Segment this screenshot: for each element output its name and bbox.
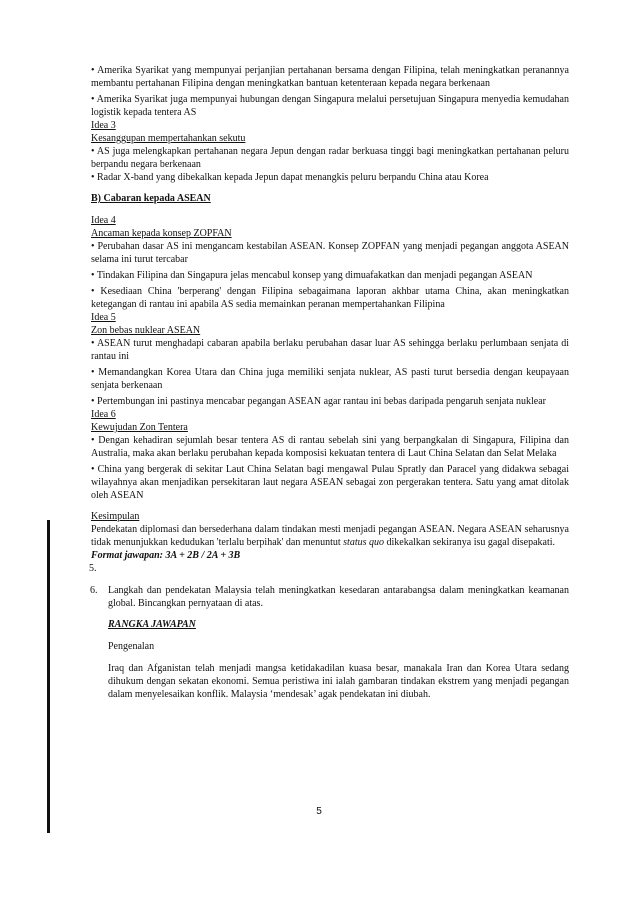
question-number-6: 6. — [90, 585, 98, 596]
bullet-paragraph: • Memandangkan Korea Utara dan China juga memiliki senjata nuklear, AS pasti turut bersedia dengan keupayaan senjata berkenaan — [91, 367, 569, 391]
bullet-paragraph: • Perubahan dasar AS ini mengancam kestabilan ASEAN. Konsep ZOPFAN yang menjadi pegangan anggota ASEAN selama ini turut tercabar — [91, 241, 569, 265]
bullet-paragraph: • Dengan kehadiran sejumlah besar tentera AS di rantau sebelah sini yang berpangkalan di Singapura, Filipina dan Australia, maka akan berlaku perubahan kepada komposisi kekuatan tentera di Laut China Selatan dan Selat Melaka — [91, 435, 569, 459]
bullet-paragraph: • Amerika Syarikat juga mempunyai hubungan dengan Singapura melalui persetujuan Singapura menyedia kemudahan logistik kepada tentera AS — [91, 94, 569, 118]
introduction-text: Iraq dan Afganistan telah menjadi mangsa ketidakadilan kuasa besar, manakala Iran dan Korea Utara sedang dihukum dengan sekatan ekonomi. Semua peristiwa ini ialah gambaran tindakan ekstrem yang menjadi pegangan dalam menyelesaikan konflik. Malaysia ‘mendesak’ agak pendekatan ini diubah. — [108, 663, 569, 700]
bullet-paragraph: • ASEAN turut menghadapi cabaran apabila berlaku perubahan dasar luar AS sehingga berlaku perlumbaan senjata di rantau ini — [91, 338, 569, 362]
question-text: Langkah dan pendekatan Malaysia telah meningkatkan kesedaran antarabangsa dalam meningkatkan keamanan global. Bincangkan pernyataan di atas. — [108, 585, 569, 609]
idea-title: Zon bebas nuklear ASEAN — [91, 325, 201, 336]
page-number: 5 — [316, 806, 322, 817]
question-number-5: 5. — [89, 563, 97, 574]
idea-label: Idea 6 — [91, 409, 116, 420]
idea-title: Kewujudan Zon Tentera — [91, 422, 188, 433]
margin-line — [47, 520, 50, 833]
conclusion-heading: Kesimpulan — [91, 511, 140, 522]
question-6 — [91, 584, 569, 610]
idea-label: Idea 4 — [91, 215, 116, 226]
introduction-heading: Pengenalan — [108, 641, 155, 652]
conclusion-text: Pendekatan diplomasi dan bersederhana dalam tindakan mesti menjadi pegangan ASEAN. Negara ASEAN seharusnya tidak menunjukkan kedudukan 'terlalu berpihak' dan menuntut status quo dikekalkan sekiranya isu gagal disepakati. — [91, 524, 569, 548]
section-heading: B) Cabaran kepada ASEAN — [91, 193, 211, 204]
idea-title: Ancaman kepada konsep ZOPFAN — [91, 228, 232, 239]
bullet-paragraph: • China yang bergerak di sekitar Laut China Selatan bagi mengawal Pulau Spratly dan Paracel yang didakwa sebagai wilayahnya akan menjadikan persekitaran laut negara ASEAN sebagai zon pergerakan tentera. Satu yang amat ditolak oleh ASEAN — [91, 464, 569, 501]
bullet-paragraph: • Pertembungan ini pastinya mencabar pegangan ASEAN agar rantau ini bebas daripada pengaruh senjata nuklear — [91, 396, 547, 407]
bullet-paragraph: • Radar X-band yang dibekalkan kepada Jepun dapat menangkis peluru berpandu China atau Korea — [91, 172, 489, 183]
bullet-paragraph: • Amerika Syarikat yang mempunyai perjanjian pertahanan bersama dengan Filipina, telah meningkatkan peranannya membantu pertahanan Filipina dengan meningkatkan bantuan ketenteraan kepada negara berkenaan — [91, 65, 569, 89]
page-content — [91, 64, 569, 704]
idea-label: Idea 5 — [91, 312, 116, 323]
answer-format: Format jawapan: 3A + 2B / 2A + 3B — [91, 550, 241, 561]
bullet-paragraph: • Tindakan Filipina dan Singapura jelas mencabul konsep yang dimuafakatkan dan menjadi pegangan ASEAN — [91, 270, 533, 281]
idea-title: Kesanggupan mempertahankan sekutu — [91, 133, 246, 144]
answer-outline-heading: RANGKA JAWAPAN — [108, 619, 196, 630]
idea-label: Idea 3 — [91, 120, 116, 131]
bullet-paragraph: • AS juga melengkapkan pertahanan negara Jepun dengan radar berkuasa tinggi bagi meningkatkan pertahanan peluru berpandu negara berkenaan — [91, 146, 569, 170]
bullet-paragraph: • Kesediaan China 'berperang' dengan Filipina sebagaimana laporan akhbar utama China, akan meningkatkan ketegangan di rantau ini apabila AS sedia memainkan peranan mempertahankan Filipina — [91, 286, 569, 310]
